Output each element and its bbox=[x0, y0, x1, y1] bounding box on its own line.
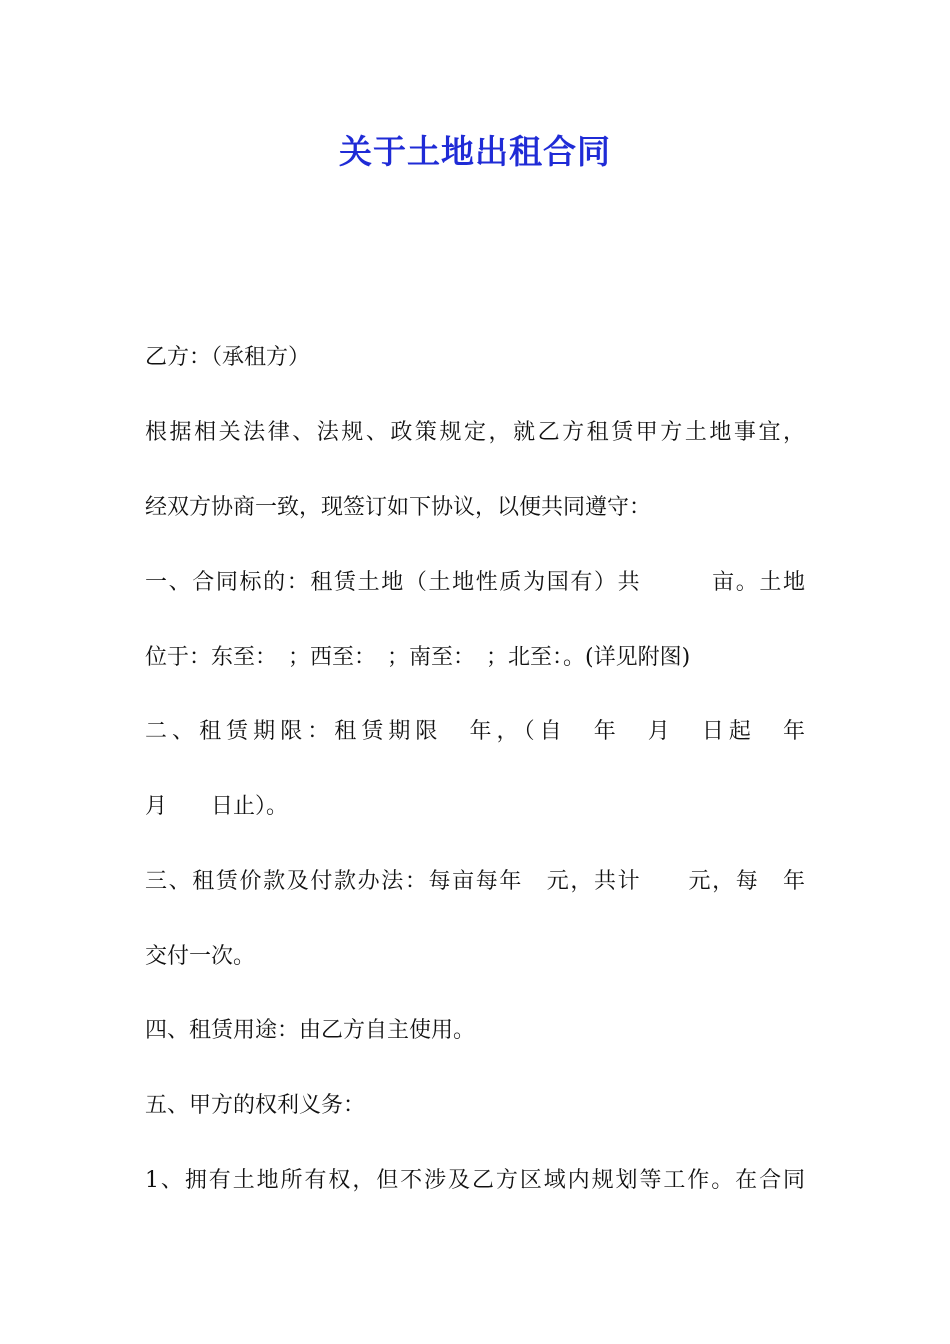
preamble-line-2: 经双方协商一致，现签订如下协议，以便共同遵守： bbox=[145, 495, 652, 520]
clause-4-line: 四、租赁用途：由乙方自主使用。 bbox=[145, 1018, 476, 1043]
party-b-line: 乙方：（承租方） bbox=[145, 345, 311, 370]
document-title: 关于土地出租合同 bbox=[339, 132, 611, 171]
clause-2-line-2: 月 日止）。 bbox=[145, 794, 289, 819]
preamble-line-1: 根据相关法律、法规、政策规定，就乙方租赁甲方土地事宜， bbox=[145, 420, 805, 445]
clause-2-line-1: 二、租赁期限：租赁期限 年，（自 年 月 日起 年 bbox=[145, 719, 805, 744]
clause-5-heading: 五、甲方的权利义务： bbox=[145, 1093, 366, 1118]
clause-1-line-2: 位于：东至： ；西至： ；南至： ；北至：。(详见附图) bbox=[145, 645, 691, 670]
clause-3-line-1: 三、租赁价款及付款办法：每亩每年 元，共计 元，每 年 bbox=[145, 869, 805, 894]
clause-1-line-1: 一、合同标的：租赁土地（土地性质为国有）共 亩。土地 bbox=[145, 570, 805, 595]
clause-3-line-2: 交付一次。 bbox=[145, 944, 256, 969]
clause-5-item-1-line-1: 1、拥有土地所有权，但不涉及乙方区域内规划等工作。在合同 bbox=[145, 1168, 805, 1193]
